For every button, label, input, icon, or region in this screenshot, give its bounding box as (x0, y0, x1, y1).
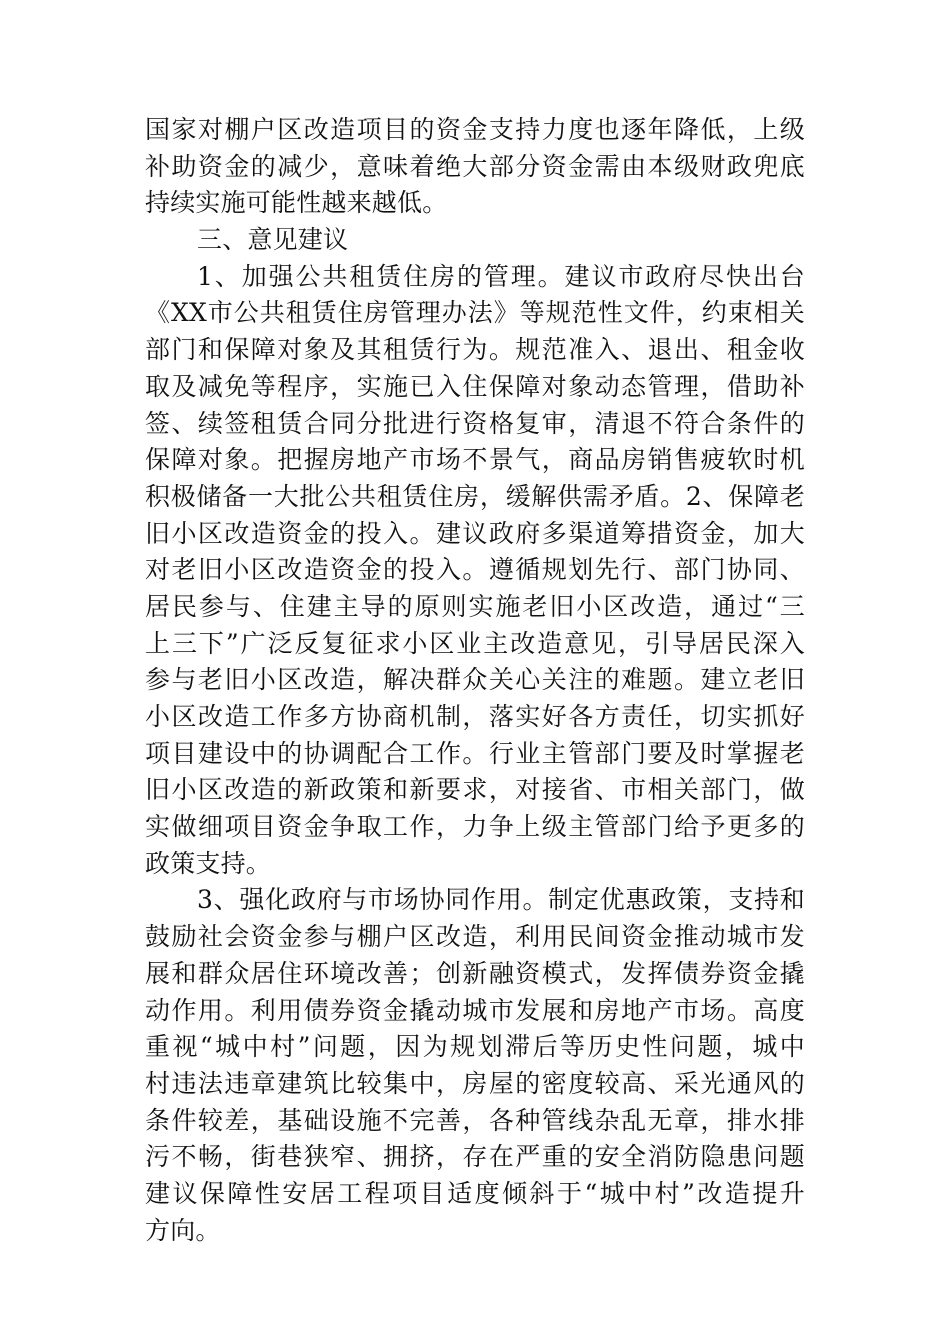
text-line: 《XX市公共租赁住房管理办法》等规范性文件，约束相关 (145, 298, 805, 328)
text-line: 补助资金的减少，意味着绝大部分资金需由本级财政兜底 (145, 151, 805, 181)
text-line: 上三下”广泛反复征求小区业主改造意见，引导居民深入 (145, 628, 805, 658)
text-line: 重视“城中村”问题，因为规划滞后等历史性问题，城中 (145, 1032, 805, 1062)
text-line: 旧小区改造的新政策和新要求，对接省、市相关部门，做 (145, 775, 805, 805)
text-line: 方向。 (145, 1215, 221, 1245)
text-line: 对老旧小区改造资金的投入。遵循规划先行、部门协同、 (145, 555, 805, 585)
document-page (145, 112, 805, 1249)
text-line: 持续实施可能性越来越低。 (145, 188, 448, 218)
text-line: 动作用。利用债券资金撬动城市发展和房地产市场。高度 (145, 995, 805, 1025)
text-line: 政策支持。 (145, 848, 272, 878)
text-line: 污不畅，街巷狭窄、拥挤，存在严重的安全消防隐患问题 (145, 1142, 805, 1172)
text-line: 项目建设中的协调配合工作。行业主管部门要及时掌握老 (145, 738, 805, 768)
text-line: 部门和保障对象及其租赁行为。规范准入、退出、租金收 (145, 335, 805, 365)
text-line: 鼓励社会资金参与棚户区改造，利用民间资金推动城市发 (145, 922, 805, 952)
text-line: 展和群众居住环境改善；创新融资模式，发挥债券资金撬 (145, 958, 805, 988)
text-line: 取及减免等程序，实施已入住保障对象动态管理，借助补 (145, 371, 805, 401)
text-line: 3、强化政府与市场协同作用。制定优惠政策，支持和 (197, 885, 805, 915)
text-line: 条件较差，基础设施不完善，各种管线杂乱无章，排水排 (145, 1105, 805, 1135)
text-line: 建议保障性安居工程项目适度倾斜于“城中村”改造提升 (145, 1178, 805, 1208)
section-heading: 三、意见建议 (197, 225, 349, 255)
text-line: 积极储备一大批公共租赁住房，缓解供需矛盾。2、保障老 (145, 481, 805, 511)
text-line: 村违法违章建筑比较集中，房屋的密度较高、采光通风的 (145, 1068, 805, 1098)
text-line: 旧小区改造资金的投入。建议政府多渠道筹措资金，加大 (145, 518, 805, 548)
text-line: 小区改造工作多方协商机制，落实好各方责任，切实抓好 (145, 702, 805, 731)
text-line: 国家对棚户区改造项目的资金支持力度也逐年降低，上级 (145, 115, 805, 144)
text-line: 参与老旧小区改造，解决群众关心关注的难题。建立老旧 (145, 665, 805, 695)
text-line: 实做细项目资金争取工作，力争上级主管部门给予更多的 (145, 812, 805, 842)
text-line: 1、加强公共租赁住房的管理。建议市政府尽快出台 (197, 261, 805, 291)
text-line: 签、续签租赁合同分批进行资格复审，清退不符合条件的 (145, 408, 805, 438)
text-line: 居民参与、住建主导的原则实施老旧小区改造，通过“三 (145, 591, 805, 621)
text-line: 保障对象。把握房地产市场不景气，商品房销售疲软时机 (145, 445, 805, 475)
